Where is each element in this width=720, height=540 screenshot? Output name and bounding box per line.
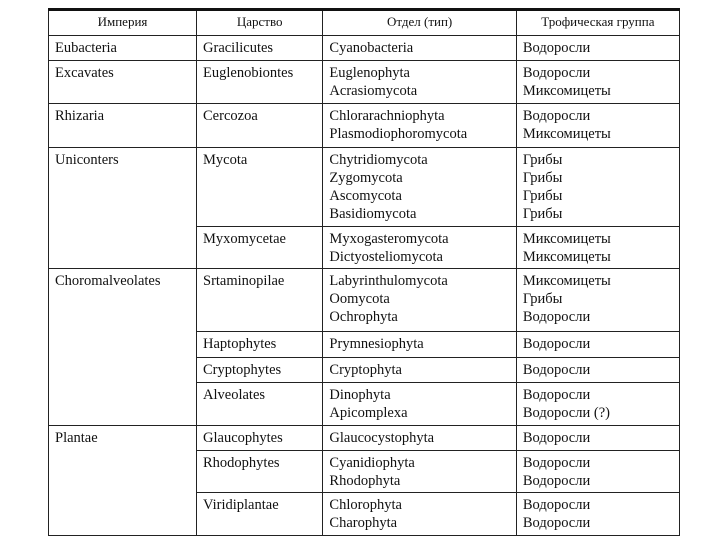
header-kingdom: Царство	[197, 10, 323, 36]
kingdom-cell: Glaucophytes	[197, 426, 323, 451]
kingdom-cell: Haptophytes	[197, 332, 323, 358]
trophic-group-name: Водоросли	[522, 336, 591, 352]
division-name: Chytridiomycota	[329, 152, 428, 168]
division-cell	[323, 269, 516, 332]
division-name: Myxogasteromycota	[329, 231, 449, 247]
trophic-group-name: Водоросли	[522, 309, 591, 325]
table-row	[49, 426, 680, 451]
table-row	[49, 269, 680, 332]
header-empire: Империя	[49, 10, 197, 36]
division-cell	[323, 36, 516, 61]
kingdom-cell: Cryptophytes	[197, 358, 323, 383]
trophic-group-cell	[516, 426, 679, 451]
trophic-group-cell	[516, 332, 679, 358]
header-row	[49, 10, 680, 36]
division-cell	[323, 61, 516, 104]
empire-cell: Choromalveolates	[49, 269, 197, 426]
kingdom-cell: Euglenobiontes	[197, 61, 323, 104]
trophic-group-name: Грибы	[522, 206, 563, 222]
trophic-group-name: Водоросли	[522, 473, 591, 489]
trophic-group-name: Водоросли	[522, 362, 591, 378]
kingdom-cell: Cercozoa	[197, 104, 323, 148]
trophic-group-cell	[516, 227, 679, 269]
taxonomy-table	[48, 8, 680, 536]
trophic-group-name: Миксомицеты	[522, 231, 611, 247]
division-cell	[323, 148, 516, 227]
kingdom-cell: Alveolates	[197, 383, 323, 426]
division-cell	[323, 104, 516, 148]
division-name: Cyanobacteria	[329, 40, 414, 56]
division-name: Zygomycota	[329, 170, 403, 186]
trophic-group-name: Миксомицеты	[522, 249, 611, 265]
division-name: Euglenophyta	[329, 65, 410, 81]
division-cell	[323, 451, 516, 493]
trophic-group-name: Водоросли	[522, 515, 591, 531]
trophic-group-cell	[516, 104, 679, 148]
trophic-group-name: Миксомицеты	[522, 83, 611, 99]
table-row	[49, 61, 680, 104]
division-name: Charophyta	[329, 515, 398, 531]
division-name: Labyrinthulomycota	[329, 273, 448, 289]
trophic-group-name: Миксомицеты	[522, 273, 611, 289]
division-name: Prymnesiophyta	[329, 336, 424, 352]
table-row	[49, 148, 680, 227]
kingdom-cell: Viridiplantae	[197, 493, 323, 536]
header-division: Отдел (тип)	[323, 10, 516, 36]
empire-cell: Eubacteria	[49, 36, 197, 61]
trophic-group-name: Водоросли	[522, 108, 591, 124]
division-name: Basidiomycota	[329, 206, 417, 222]
empire-cell: Plantae	[49, 426, 197, 536]
trophic-group-cell	[516, 358, 679, 383]
trophic-group-name: Водоросли	[522, 387, 591, 403]
trophic-group-cell	[516, 383, 679, 426]
division-name: Plasmodiophoromycota	[329, 126, 468, 142]
empire-cell: Rhizaria	[49, 104, 197, 148]
trophic-group-cell	[516, 451, 679, 493]
division-name: Ochrophyta	[329, 309, 398, 325]
trophic-group-name: Грибы	[522, 188, 563, 204]
division-name: Cryptophyta	[329, 362, 402, 378]
division-cell	[323, 358, 516, 383]
division-cell	[323, 426, 516, 451]
division-name: Acrasiomycota	[329, 83, 418, 99]
trophic-group-name: Водоросли (?)	[522, 405, 610, 421]
trophic-group-cell	[516, 269, 679, 332]
division-cell	[323, 493, 516, 536]
trophic-group-name: Водоросли	[522, 455, 591, 471]
division-name: Dinophyta	[329, 387, 391, 403]
division-cell	[323, 332, 516, 358]
kingdom-cell: Srtaminopilae	[197, 269, 323, 332]
division-name: Rhodophyta	[329, 473, 401, 489]
trophic-group-name: Миксомицеты	[522, 126, 611, 142]
division-name: Chlorarachniophyta	[329, 108, 445, 124]
trophic-group-name: Грибы	[522, 291, 563, 307]
kingdom-cell: Mycota	[197, 148, 323, 227]
division-name: Apicomplexa	[329, 405, 408, 421]
table-row	[49, 36, 680, 61]
header-trophic-group: Трофическая группа	[516, 10, 679, 36]
trophic-group-name: Водоросли	[522, 430, 591, 446]
trophic-group-cell	[516, 61, 679, 104]
trophic-group-cell	[516, 148, 679, 227]
empire-cell: Excavates	[49, 61, 197, 104]
division-name: Glaucocystophyta	[329, 430, 435, 446]
trophic-group-name: Водоросли	[522, 65, 591, 81]
kingdom-cell: Myxomycetae	[197, 227, 323, 269]
trophic-group-name: Водоросли	[522, 40, 591, 56]
division-cell	[323, 383, 516, 426]
trophic-group-name: Водоросли	[522, 497, 591, 513]
trophic-group-name: Грибы	[522, 170, 563, 186]
trophic-group-name: Грибы	[522, 152, 563, 168]
division-name: Ascomycota	[329, 188, 402, 204]
kingdom-cell: Rhodophytes	[197, 451, 323, 493]
trophic-group-cell	[516, 493, 679, 536]
table-row	[49, 104, 680, 148]
empire-cell: Uniconters	[49, 148, 197, 269]
division-cell	[323, 227, 516, 269]
division-name: Dictyosteliomycota	[329, 249, 443, 265]
division-name: Cyanidiophyta	[329, 455, 415, 471]
kingdom-cell: Gracilicutes	[197, 36, 323, 61]
trophic-group-cell	[516, 36, 679, 61]
division-name: Chlorophyta	[329, 497, 402, 513]
division-name: Oomycota	[329, 291, 390, 307]
